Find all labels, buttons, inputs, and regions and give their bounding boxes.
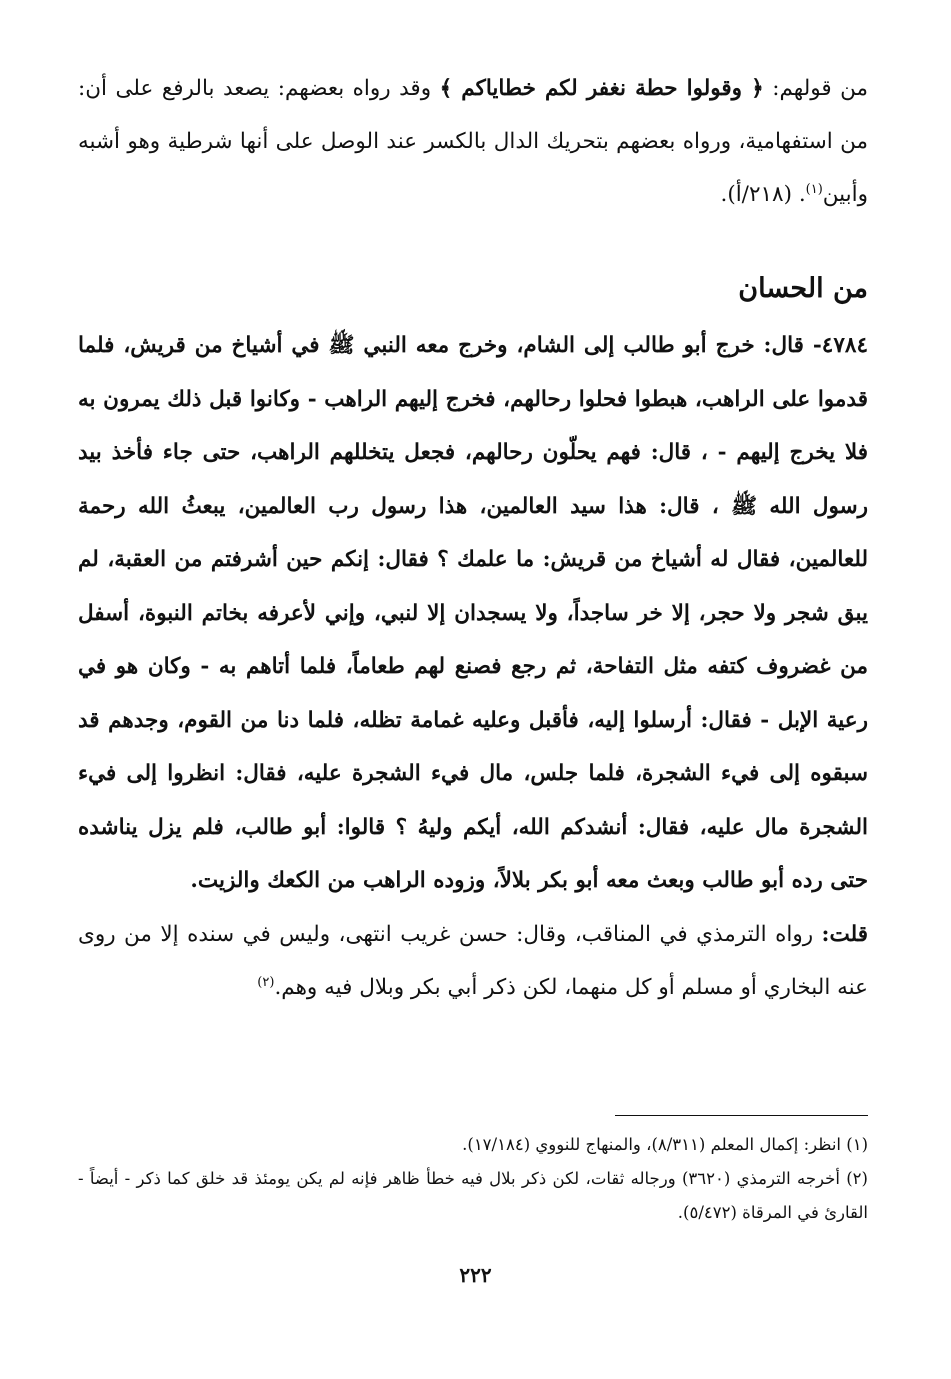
footnote-divider [615,1115,868,1116]
footnote-ref-1[interactable]: (١) [805,181,823,197]
intro-text-2: وقد رواه بعضهم: يصعد بالرفع على أن: من استفهامية، ورواه بعضهم بتحريك الدال بالكسر عند الوصل على أنها شرطية وهو أشبه وأبين [78,76,868,207]
intro-paragraph [78,62,868,221]
footnote-1: (١) انظر: إكمال المعلم (٨/٣١١)، والمنهاج للنووي (١٧/١٨٤). [462,1135,868,1154]
comment-lead: قلت: [821,921,868,947]
comment-text: رواه الترمذي في المناقب، وقال: حسن غريب انتهى، وليس في سنده إلا من روى عنه البخاري أو مسلم أو كل منهما، لكن ذكر أبي بكر وبلال فيه وهم. [78,921,868,1000]
intro-text-1: من قولهم: [763,76,868,101]
comment-paragraph [78,908,868,1014]
quran-quote: ﴿ وقولوا حطة نغفر لكم خطاياكم ﴾ [439,76,764,101]
footnote-2: (٢) أخرجه الترمذي (٣٦٢٠) ورجاله ثقات، لكن ذكر بلال فيه خطأ ظاهر فإنه لم يكن يومئذ قد خلق كما ذكر - أيضاً - القارئ في المرقاة (٥/٤٧٢). [78,1169,868,1222]
section-title: من الحسان [738,273,868,304]
footnote-ref-2[interactable]: (٢) [257,974,275,990]
page-number: ٢٢٢ [459,1263,492,1287]
intro-text-3: . (٢١٨/أ). [720,182,806,207]
page-body [78,62,868,1014]
hadith-paragraph: ٤٧٨٤- قال: خرج أبو طالب إلى الشام، وخرج معه النبي ﷺ في أشياخ من قريش، فلما قدموا على الراهب، هبطوا فحلوا رحالهم، فخرج إليهم الراهب - وكانوا قبل ذلك يمرون به فلا يخرج إليهم - ، قال: فهم يحلّون رحالهم، فجعل يتخللهم الراهب، حتى جاء فأخذ بيد رسول الله ﷺ ، قال: هذا سيد العالمين، هذا رسول رب العالمين، يبعثُ الله رحمة للعالمين، فقال له أشياخ من قريش: ما علمك ؟ فقال: إنكم حين أشرفتم من العقبة، لم يبق شجر ولا حجر، إلا خر ساجداً، ولا يسجدان إلا لنبي، وإني لأعرفه بخاتم النبوة، أسفل من غضروف كتفه مثل التفاحة، ثم رجع فصنع لهم طعاماً، فلما أتاهم به - وكان هو في رعية الإبل - فقال: أرسلوا إليه، فأقبل وعليه غمامة تظله، فلما دنا من القوم، وجدهم قد سبقوه إلى فيء الشجرة، فلما جلس، مال فيء الشجرة عليه، فقال: انظروا إلى فيء الشجرة مال عليه، فقال: أنشدكم الله، أيكم وليهُ ؟ قالوا: أبو طالب، فلم يزل يناشده حتى رده أبو طالب وبعث معه أبو بكر بلالاً، وزوده الراهب من الكعك والزيت. [78,333,868,893]
footnotes [78,1128,868,1230]
